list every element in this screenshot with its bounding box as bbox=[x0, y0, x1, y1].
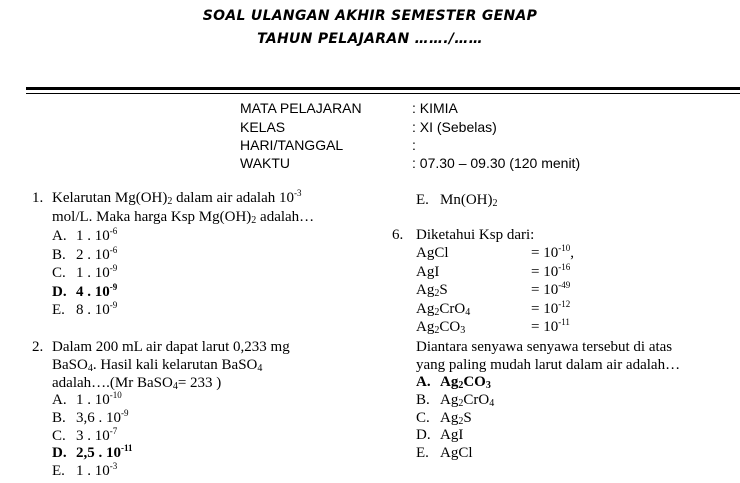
meta-label-subject: MATA PELAJARAN bbox=[240, 100, 362, 116]
header-divider-thick bbox=[26, 87, 740, 90]
q2-option-c-text: 3 . $10^{-7}$ bbox=[76, 425, 118, 444]
ksp-compound: $Ag_2CrO_4$ bbox=[416, 300, 471, 318]
q6-option-b-text: $Ag_2CrO_4$ bbox=[440, 391, 495, 409]
q6-option-d-letter: D. bbox=[416, 427, 431, 444]
q1-option-e-text: 8 . $10^{-9}$ bbox=[76, 300, 118, 318]
meta-label-time: WAKTU bbox=[240, 155, 291, 171]
q1-option-a-text: 1 . $10^{-6}$ bbox=[76, 226, 118, 244]
q1-option-d-letter: D. bbox=[52, 283, 67, 300]
meta-label-date: HARI/TANGGAL bbox=[240, 137, 344, 153]
ksp-compound: AgI bbox=[416, 263, 440, 280]
q1-option-b-letter: B. bbox=[52, 246, 66, 263]
q6-number: 6. bbox=[392, 227, 404, 243]
q5-option-e-text: $Mn(OH)_2$ bbox=[440, 192, 498, 209]
q6-option-a-text: $Ag_2CO_3$ bbox=[440, 374, 491, 391]
q6-option-c-text: $Ag_2S$ bbox=[440, 409, 472, 427]
q2-option-c-letter: C. bbox=[52, 427, 66, 444]
q2-option-b-text: 3,6 . $10^{-9}$ bbox=[76, 407, 129, 426]
q1-option-b-text: 2 . $10^{-6}$ bbox=[76, 244, 118, 263]
q2-option-a-text: 1 . $10^{-10}$ bbox=[76, 390, 122, 408]
q6-option-a-letter: A. bbox=[416, 374, 431, 390]
ksp-value: = $10^{-16}$ bbox=[531, 261, 571, 280]
academic-year: TAHUN PELAJARAN ……./…… bbox=[257, 31, 483, 47]
ksp-compound: $Ag_2CO_3$ bbox=[416, 319, 466, 336]
q5-option-e-letter: E. bbox=[416, 192, 429, 208]
q2-option-a-letter: A. bbox=[52, 392, 67, 408]
q6-intro: Diketahui Ksp dari: bbox=[416, 227, 535, 243]
meta-value-time: : 07.30 – 09.30 (120 menit) bbox=[412, 155, 581, 171]
q6-text-line1: Diantara senyawa senyawa tersebut di atas bbox=[416, 339, 673, 355]
q6-option-c-letter: C. bbox=[416, 409, 430, 426]
meta-label-class: KELAS bbox=[240, 119, 286, 135]
q2-option-e-text: 1 . $10^{-3}$ bbox=[76, 461, 118, 480]
meta-value-subject: : KIMIA bbox=[412, 100, 458, 116]
q6-option-d-text: AgI bbox=[440, 427, 464, 444]
ksp-compound: AgCl bbox=[416, 245, 449, 261]
ksp-value: = $10^{-11}$ bbox=[531, 317, 570, 335]
q2-text-line3: adalah….(Mr BaSO$_4$= 233 ) bbox=[52, 375, 222, 392]
ksp-value: = $10^{-12}$ bbox=[531, 298, 571, 317]
q1-text-line1: Kelarutan $Mg(OH)_2$ dalam air adalah $10^{-3}$ bbox=[52, 188, 302, 207]
q2-option-e-letter: E. bbox=[52, 463, 65, 480]
q2-number: 2. bbox=[32, 339, 44, 355]
q1-option-e-letter: E. bbox=[52, 302, 65, 318]
q1-option-d-text: 4 . $10^{-9}$ bbox=[76, 281, 118, 300]
q1-text-line2: mol/L. Maka harga Ksp $Mg(OH)_2$ adalah… bbox=[52, 209, 315, 226]
ksp-compound: $Ag_2S$ bbox=[416, 282, 448, 299]
q2-text-line1: Dalam 200 mL air dapat larut 0,233 mg bbox=[52, 339, 290, 355]
meta-value-date: : bbox=[412, 137, 416, 153]
q6-option-e-letter: E. bbox=[416, 445, 429, 462]
q1-option-a-letter: A. bbox=[52, 228, 67, 244]
q6-option-e-text: AgCl bbox=[440, 445, 473, 462]
q2-option-b-letter: B. bbox=[52, 409, 66, 426]
q1-option-c-letter: C. bbox=[52, 265, 66, 281]
ksp-value: = $10^{-10}$, bbox=[531, 243, 574, 261]
header-divider-thin bbox=[26, 93, 740, 94]
q6-option-b-letter: B. bbox=[416, 391, 430, 408]
q2-option-d-letter: D. bbox=[52, 445, 67, 462]
q1-number: 1. bbox=[32, 190, 44, 206]
meta-value-class: : XI (Sebelas) bbox=[412, 119, 497, 135]
q1-option-c-text: 1 . $10^{-9}$ bbox=[76, 263, 118, 281]
q2-option-d-text: 2,5 . $10^{-11}$ bbox=[76, 443, 133, 462]
q6-text-line2: yang paling mudah larut dalam air adalah… bbox=[416, 357, 681, 373]
exam-title: SOAL ULANGAN AKHIR SEMESTER GENAP bbox=[202, 8, 538, 24]
ksp-value: = $10^{-49}$ bbox=[531, 280, 571, 298]
q2-text-line2: BaSO$_4$. Hasil kali kelarutan BaSO$_4$ bbox=[52, 357, 263, 374]
